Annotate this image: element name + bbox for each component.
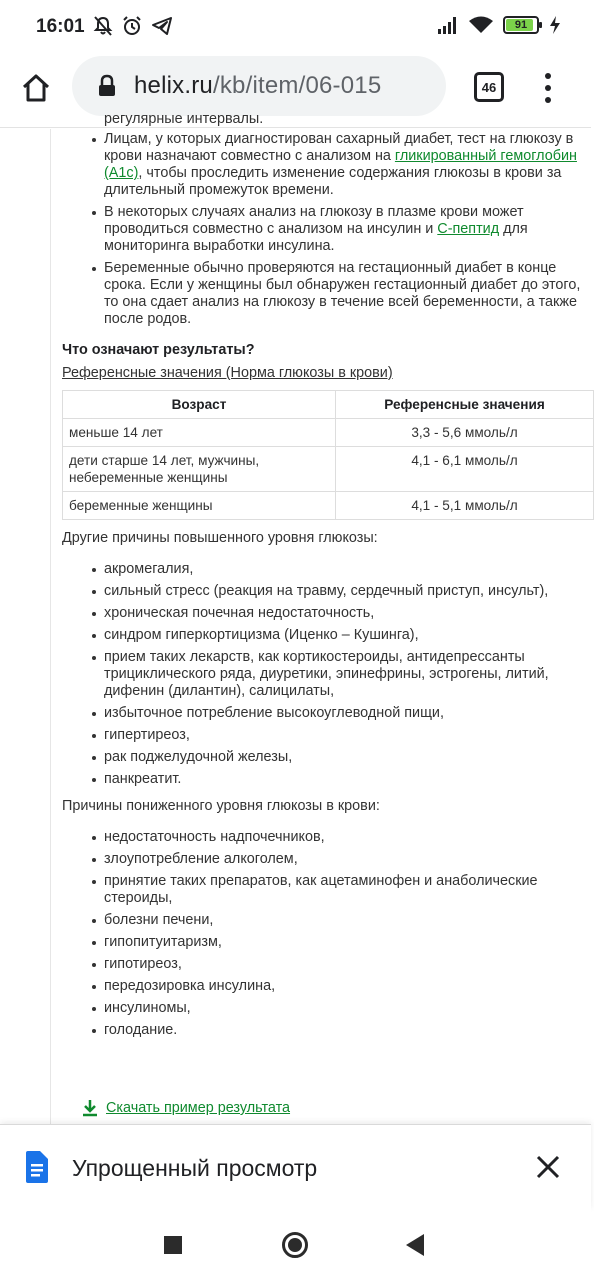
- list-item: недостаточность надпочечников,: [104, 829, 582, 846]
- download-sample-link[interactable]: [82, 1099, 290, 1117]
- signal-icon: [437, 16, 459, 34]
- list-item: голодание.: [104, 1022, 582, 1039]
- list-item: синдром гиперкортицизма (Иценко – Кушинга),: [104, 627, 582, 644]
- home-icon: [21, 73, 51, 103]
- back-button[interactable]: [406, 1234, 424, 1256]
- status-bar: [0, 0, 591, 56]
- download-icon: [82, 1099, 98, 1117]
- tab-switcher-button[interactable]: 46: [474, 72, 504, 102]
- simplified-view-title[interactable]: Упрощенный просмотр: [72, 1155, 318, 1181]
- list-item: сильный стресс (реакция на травму, сердечный приступ, инсульт),: [104, 583, 582, 600]
- url-path: /kb/item/06-015: [212, 72, 382, 99]
- close-icon[interactable]: [534, 1153, 562, 1181]
- list-item: панкреатит.: [104, 771, 582, 788]
- indications-list: [62, 131, 582, 328]
- list-item: В некоторых случаях анализ на глюкозу в плазме крови может проводиться совместно с анализом на инсулин и С-пептид для мониторинга выработки инсулина.: [104, 204, 582, 255]
- high-glucose-heading: Другие причины повышенного уровня глюкозы:: [62, 530, 378, 546]
- results-heading: Что означают результаты?: [62, 342, 255, 358]
- hba1c-link[interactable]: гликированный гемоглобин (A1c): [104, 148, 577, 181]
- list-item: злоупотребление алкоголем,: [104, 851, 582, 868]
- url-text: [134, 72, 381, 100]
- list-item: Беременные обычно проверяются на гестационный диабет в конце срока. Если у женщины был обнаружен гестационный диабет до этого, то она сдает анализ на глюкозу в течение всей беременности, а также после родов.: [104, 260, 581, 327]
- high-causes-list: [62, 561, 582, 788]
- home-button[interactable]: [18, 70, 54, 106]
- url-domain: helix.ru: [134, 72, 213, 99]
- mute-bell-icon: [94, 16, 112, 36]
- page-content[interactable]: [0, 111, 591, 1124]
- list-item: прием таких лекарств, как кортикостероиды, антидепрессанты трициклического ряда, диуретики, эпинефрины, эстрогены, литий, дифенин (дилантин), салицилаты,: [104, 649, 582, 700]
- alarm-icon: [122, 16, 142, 36]
- lock-icon: [98, 75, 116, 97]
- status-time: 16:01: [36, 16, 85, 37]
- table-header-age: Возраст: [63, 391, 336, 419]
- table-cell: беременные женщины: [63, 492, 336, 520]
- table-cell: 4,1 - 6,1 ммоль/л: [336, 447, 594, 492]
- url-bar[interactable]: [72, 56, 446, 116]
- clipped-text: регулярные интервалы.: [104, 111, 264, 127]
- table-header-row: [63, 391, 594, 419]
- menu-dot-icon: [545, 73, 551, 79]
- status-system-icons: [437, 16, 561, 34]
- more-menu-button[interactable]: [540, 70, 556, 106]
- article-body: [62, 111, 582, 1044]
- download-sample-label[interactable]: Скачать пример результата: [106, 1100, 291, 1116]
- table-row: [63, 419, 594, 447]
- list-item: избыточное потребление высокоуглеводной пищи,: [104, 705, 582, 722]
- battery-percent: 91: [514, 19, 528, 31]
- reference-title: Референсные значения (Норма глюкозы в крови): [62, 365, 393, 381]
- recents-button[interactable]: [164, 1236, 182, 1254]
- reference-table: [62, 390, 594, 520]
- list-item: принятие таких препаратов, как ацетаминофен и анаболические стероиды,: [104, 873, 582, 907]
- list-item: акромегалия,: [104, 561, 582, 578]
- table-cell: 4,1 - 5,1 ммоль/л: [336, 492, 594, 520]
- wifi-icon: [469, 16, 493, 34]
- table-row: [63, 492, 594, 520]
- table-row: [63, 447, 594, 492]
- low-causes-list: [62, 829, 582, 1039]
- list-item: инсулиномы,: [104, 1000, 582, 1017]
- table-header-values: Референсные значения: [336, 391, 594, 419]
- low-glucose-heading: Причины пониженного уровня глюкозы в крови:: [62, 798, 380, 814]
- list-item: рак поджелудочной железы,: [104, 749, 582, 766]
- battery-icon: [503, 16, 539, 34]
- list-item: гипертиреоз,: [104, 727, 582, 744]
- list-item: Лицам, у которых диагностирован сахарный диабет, тест на глюкозу в крови назначают совместно с анализом на гликированный гемоглобин (A1c), чтобы проследить изменение содержания глюкозы в крови за длительный промежуток времени.: [104, 131, 582, 199]
- charging-icon: [549, 16, 561, 34]
- list-item: гипопитуитаризм,: [104, 934, 582, 951]
- document-icon: [24, 1151, 48, 1183]
- list-item: передозировка инсулина,: [104, 978, 582, 995]
- menu-dot-icon: [545, 85, 551, 91]
- system-nav-bar: [0, 1210, 591, 1280]
- menu-dot-icon: [545, 97, 551, 103]
- list-item: гипотиреоз,: [104, 956, 582, 973]
- status-notification-icons: [94, 16, 172, 36]
- table-cell: 3,3 - 5,6 ммоль/л: [336, 419, 594, 447]
- telegram-icon: [152, 17, 172, 35]
- list-item: хроническая почечная недостаточность,: [104, 605, 582, 622]
- table-cell: дети старше 14 лет, мужчины, небеременные женщины: [63, 447, 336, 492]
- c-peptide-link[interactable]: С-пептид: [437, 221, 500, 237]
- list-item: болезни печени,: [104, 912, 582, 929]
- content-border: [50, 129, 51, 1124]
- table-cell: меньше 14 лет: [63, 419, 336, 447]
- home-nav-button[interactable]: [282, 1232, 308, 1258]
- simplified-view-bar[interactable]: [0, 1124, 591, 1210]
- home-dot-icon: [288, 1238, 302, 1252]
